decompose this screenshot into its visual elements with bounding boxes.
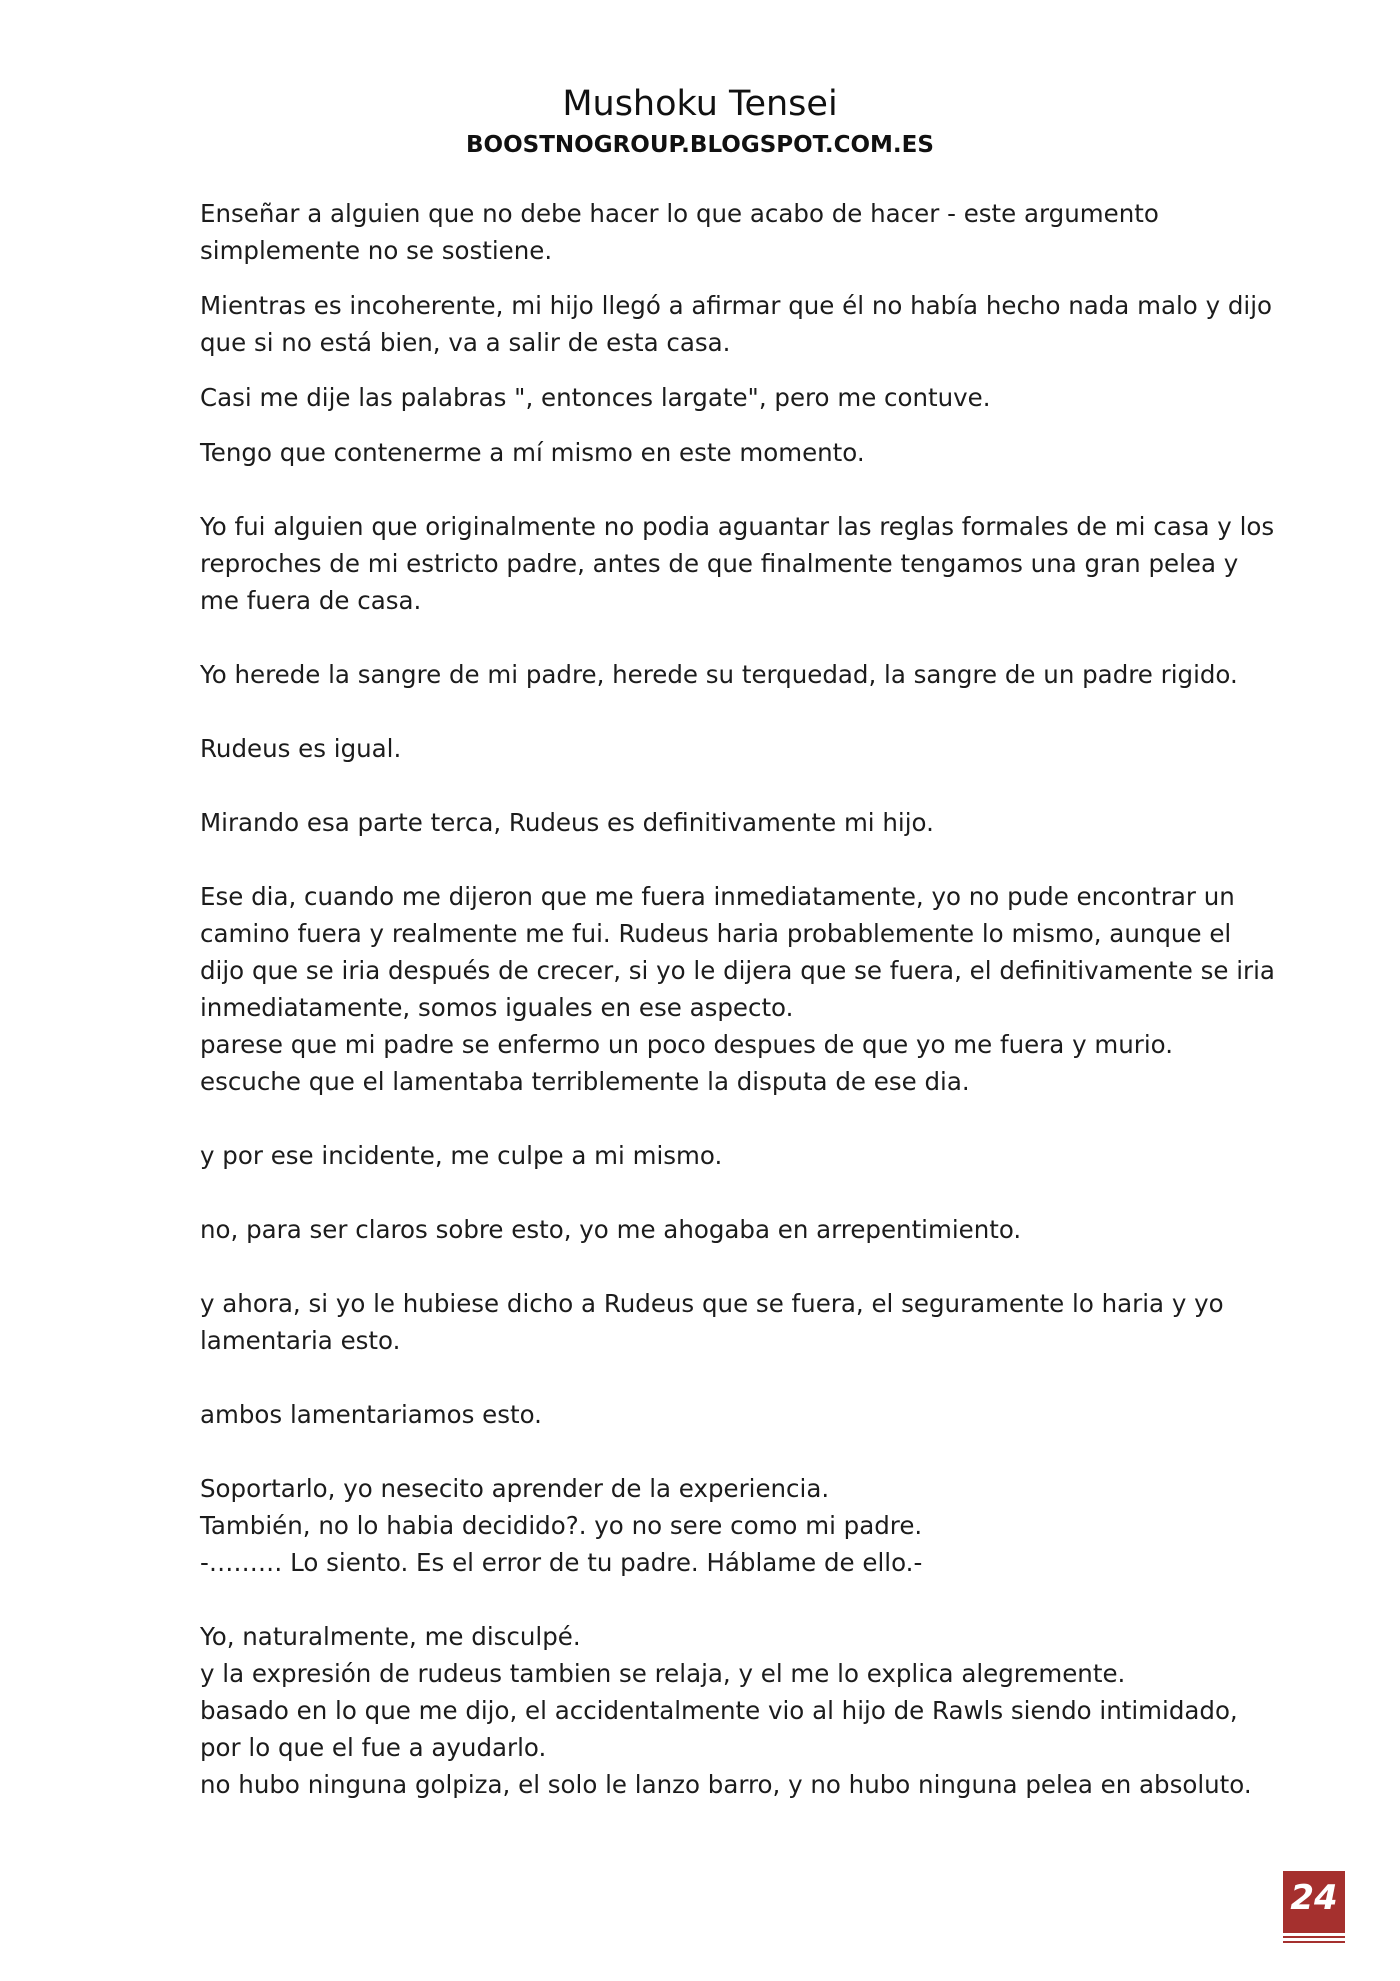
text-line: ambos lamentariamos esto.: [200, 1400, 542, 1429]
text-line: camino fuera y realmente me fui. Rudeus haria probablemente lo mismo, aunque el: [200, 919, 1232, 948]
site-url: BOOSTNOGROUP.BLOGSPOT.COM.ES: [466, 132, 934, 158]
page-number-underline: [1283, 1941, 1345, 1943]
text-line: no hubo ninguna golpiza, el solo le lanzo barro, y no hubo ninguna pelea en absoluto.: [200, 1770, 1252, 1799]
text-line: Rudeus es igual.: [200, 734, 402, 763]
paragraph-gap: [200, 1248, 1225, 1285]
text-line: Ese dia, cuando me dijeron que me fuera inmediatamente, yo no pude encontrar un: [200, 882, 1235, 911]
text-line: -……… Lo siento. Es el error de tu padre. Háblame de ello.-: [200, 1548, 923, 1577]
paragraph-gap: [200, 767, 1225, 804]
text-line: Yo, naturalmente, me disculpé.: [200, 1622, 581, 1651]
paragraph-gap: [200, 1359, 1225, 1396]
text-line: no, para ser claros sobre esto, yo me ahogaba en arrepentimiento.: [200, 1215, 1022, 1244]
page-number-badge: [1283, 1871, 1345, 1933]
text-line: y la expresión de rudeus tambien se relaja, y el me lo explica alegremente.: [200, 1659, 1126, 1688]
paragraph-gap: [200, 1581, 1225, 1618]
text-line: Mientras es incoherente, mi hijo llegó a afirmar que él no había hecho nada malo y dijo: [200, 291, 1273, 320]
paragraph-gap: [200, 416, 1225, 434]
text-line: lamentaria esto.: [200, 1326, 401, 1355]
text-line: escuche que el lamentaba terriblemente la disputa de ese dia.: [200, 1067, 970, 1096]
text-line: Yo herede la sangre de mi padre, herede su terquedad, la sangre de un padre rigido.: [200, 660, 1238, 689]
paragraph-gap: [200, 1433, 1225, 1470]
text-line: parese que mi padre se enfermo un poco despues de que yo me fuera y murio.: [200, 1030, 1174, 1059]
paragraph-gap: [200, 1174, 1225, 1211]
text-line: También, no lo habia decidido?. yo no sere como mi padre.: [200, 1511, 923, 1540]
text-line: basado en lo que me dijo, el accidentalmente vio al hijo de Rawls siendo intimidado,: [200, 1696, 1238, 1725]
text-line: Yo fui alguien que originalmente no podia aguantar las reglas formales de mi casa y los: [200, 512, 1275, 541]
text-line: y ahora, si yo le hubiese dicho a Rudeus que se fuera, el seguramente lo haria y yo: [200, 1289, 1224, 1318]
text-line: inmediatamente, somos iguales en ese aspecto.: [200, 993, 794, 1022]
page-header: [0, 82, 1400, 160]
book-title: Mushoku Tensei: [562, 84, 838, 124]
text-line: Enseñar a alguien que no debe hacer lo que acabo de hacer - este argumento: [200, 199, 1159, 228]
text-line: Mirando esa parte terca, Rudeus es definitivamente mi hijo.: [200, 808, 934, 837]
text-line: y por ese incidente, me culpe a mi mismo.: [200, 1141, 723, 1170]
page-number-underline: [1283, 1936, 1345, 1938]
paragraph-gap: [200, 619, 1225, 656]
text-line: Casi me dije las palabras ", entonces largate", pero me contuve.: [200, 383, 991, 412]
page-number: 24: [1290, 1878, 1338, 1918]
text-line: que si no está bien, va a salir de esta casa.: [200, 328, 731, 357]
text-line: dijo que se iria después de crecer, si yo le dijera que se fuera, el definitivamente se iria: [200, 956, 1275, 985]
paragraph-gap: [200, 841, 1225, 878]
paragraph-gap: [200, 693, 1225, 730]
text-line: simplemente no se sostiene.: [200, 236, 553, 265]
text-line: me fuera de casa.: [200, 586, 422, 615]
text-line: Tengo que contenerme a mí mismo en este momento.: [200, 438, 865, 467]
body-text: [200, 195, 1275, 1803]
paragraph-gap: [200, 269, 1225, 287]
text-line: reproches de mi estricto padre, antes de que finalmente tengamos una gran pelea y: [200, 549, 1239, 578]
paragraph-gap: [200, 1100, 1225, 1137]
paragraph-gap: [200, 361, 1225, 379]
paragraph-gap: [200, 471, 1225, 508]
text-line: Soportarlo, yo nesecito aprender de la experiencia.: [200, 1474, 830, 1503]
text-line: por lo que el fue a ayudarlo.: [200, 1733, 547, 1762]
